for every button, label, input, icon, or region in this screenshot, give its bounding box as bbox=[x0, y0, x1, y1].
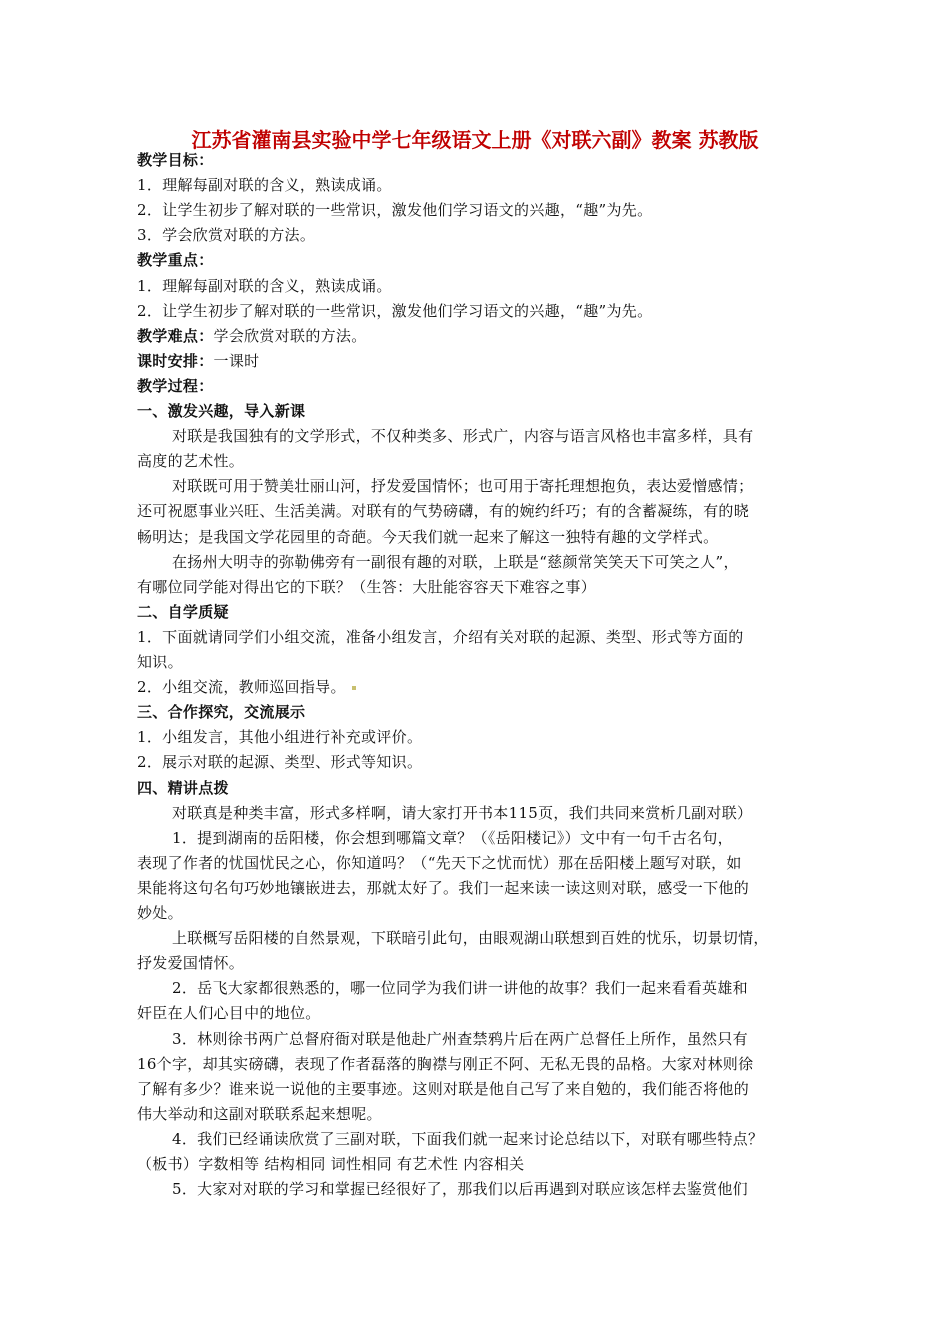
paragraph-line bbox=[137, 528, 718, 546]
paragraph-line bbox=[137, 1080, 749, 1098]
paragraph-line bbox=[172, 829, 733, 847]
section-heading bbox=[137, 251, 214, 269]
paragraph-line bbox=[137, 1055, 753, 1073]
mark-dot-icon bbox=[352, 686, 356, 690]
line-text: 表现了作者的忧国忧民之心，你知道吗？（“先天下之忧而忧）那在岳阳楼上题写对联，如 bbox=[137, 854, 742, 872]
paragraph-line bbox=[137, 1155, 524, 1173]
paragraph-line bbox=[172, 929, 769, 947]
paragraph-line bbox=[172, 477, 753, 495]
paragraph-line bbox=[172, 1130, 763, 1148]
line-text: 一课时 bbox=[213, 352, 260, 370]
line-text: 16个字，却其实磅礴，表现了作者磊落的胸襟与刚正不阿、无私无畏的品格。大家对林则徐 bbox=[137, 1055, 754, 1073]
paragraph-line bbox=[137, 452, 244, 470]
paragraph-line bbox=[137, 201, 652, 219]
line-text: 对联是我国独有的文学形式，不仅种类多、形式广，内容与语言风格也丰富多样，具有 bbox=[172, 427, 754, 445]
paragraph-line bbox=[137, 628, 744, 646]
paragraph-line bbox=[137, 302, 652, 320]
line-text: （板书）字数相等 结构相同 词性相同 有艺术性 内容相关 bbox=[137, 1155, 525, 1173]
paragraph-line bbox=[137, 1004, 321, 1022]
line-text: 3．学会欣赏对联的方法。 bbox=[137, 226, 316, 244]
heading-text: 二、自学质疑 bbox=[137, 603, 229, 621]
line-text: 学会欣赏对联的方法。 bbox=[213, 327, 367, 345]
line-text: 还可祝愿事业兴旺、生活美满。对联有的气势磅礴，有的婉约纤巧；有的含蓄凝练，有的晓 bbox=[137, 502, 750, 520]
paragraph-line bbox=[137, 502, 749, 520]
heading-text: 教学重点： bbox=[137, 251, 214, 269]
line-text: 2．让学生初步了解对联的一些常识，激发他们学习语文的兴趣，“趣”为先。 bbox=[137, 201, 653, 219]
section-heading bbox=[137, 779, 229, 797]
line-text: 2．让学生初步了解对联的一些常识，激发他们学习语文的兴趣，“趣”为先。 bbox=[137, 302, 653, 320]
line-text: 有哪位同学能对得出它的下联？（生答：大肚能容容天下难容之事） bbox=[137, 578, 597, 596]
line-label: 教学难点： bbox=[137, 327, 214, 345]
section-heading bbox=[137, 402, 305, 420]
paragraph-line bbox=[137, 277, 392, 295]
line-text: 1．理解每副对联的含义，熟读成诵。 bbox=[137, 176, 392, 194]
line-text: 妙处。 bbox=[137, 904, 183, 922]
section-heading bbox=[137, 377, 214, 395]
line-text: 果能将这句名句巧妙地镶嵌进去，那就太好了。我们一起来读一读这则对联，感受一下他的 bbox=[137, 879, 750, 897]
paragraph-line bbox=[137, 879, 749, 897]
line-text: 在扬州大明寺的弥勒佛旁有一副很有趣的对联，上联是“慈颜常笑笑天下可笑之人”， bbox=[172, 553, 739, 571]
paragraph-line bbox=[172, 979, 748, 997]
line-text: 1．理解每副对联的含义，熟读成诵。 bbox=[137, 277, 392, 295]
line-text: 1．提到湖南的岳阳楼，你会想到哪篇文章？（《岳阳楼记》）文中有一句千古名句， bbox=[172, 829, 733, 847]
paragraph-line bbox=[172, 1030, 748, 1048]
heading-text: 教学过程： bbox=[137, 377, 214, 395]
paragraph-line bbox=[137, 226, 315, 244]
line-text: 1．下面就请同学们小组交流，准备小组发言，介绍有关对联的起源、类型、形式等方面的 bbox=[137, 628, 744, 646]
paragraph-line bbox=[172, 804, 752, 822]
line-text: 2．展示对联的起源、类型、形式等知识。 bbox=[137, 753, 423, 771]
heading-text: 三、合作探究，交流展示 bbox=[137, 703, 306, 721]
paragraph-line bbox=[137, 854, 742, 872]
page-title: 江苏省灌南县实验中学七年级语文上册《对联六副》教案 苏教版 bbox=[191, 128, 759, 152]
heading-text: 教学目标： bbox=[137, 151, 214, 169]
line-text: 知识。 bbox=[137, 653, 183, 671]
line-text: 4．我们已经诵读欣赏了三副对联，下面我们就一起来讨论总结以下，对联有哪些特点？ bbox=[172, 1130, 764, 1148]
paragraph-line bbox=[137, 954, 244, 972]
paragraph-line bbox=[172, 553, 739, 571]
line-text: 畅明达；是我国文学花园里的奇葩。今天我们就一起来了解这一独特有趣的文学样式。 bbox=[137, 528, 719, 546]
paragraph-line bbox=[137, 678, 356, 696]
line-text: 高度的艺术性。 bbox=[137, 452, 245, 470]
paragraph-line bbox=[137, 578, 596, 596]
line-text: 伟大举动和这副对联联系起来想呢。 bbox=[137, 1105, 382, 1123]
line-text: 抒发爱国情怀。 bbox=[137, 954, 245, 972]
labeled-line bbox=[137, 352, 259, 370]
labeled-line bbox=[137, 327, 367, 345]
line-text: 奸臣在人们心目中的地位。 bbox=[137, 1004, 321, 1022]
section-heading bbox=[137, 151, 214, 169]
heading-text: 一、激发兴趣，导入新课 bbox=[137, 402, 306, 420]
paragraph-line bbox=[172, 427, 753, 445]
line-text: 上联概写岳阳楼的自然景观，下联暗引此句，由眼观湖山联想到百姓的忧乐，切景切情， bbox=[172, 929, 769, 947]
paragraph-line bbox=[137, 1105, 382, 1123]
line-text: 对联真是种类丰富，形式多样啊，请大家打开书本115页，我们共同来赏析几副对联） bbox=[172, 804, 753, 822]
line-text: 了解有多少？谁来说一说他的主要事迹。这则对联是他自己写了来自勉的，我们能否将他的 bbox=[137, 1080, 750, 1098]
line-text: 对联既可用于赞美壮丽山河，抒发爱国情怀；也可用于寄托理想抱负，表达爱憎感情； bbox=[172, 477, 754, 495]
section-heading bbox=[137, 703, 305, 721]
paragraph-line bbox=[137, 728, 422, 746]
section-heading bbox=[137, 603, 229, 621]
paragraph-line bbox=[137, 176, 392, 194]
paragraph-line bbox=[137, 653, 183, 671]
paragraph-line bbox=[137, 753, 422, 771]
line-text: 2．小组交流，教师巡回指导。 bbox=[137, 678, 346, 696]
line-label: 课时安排： bbox=[137, 352, 214, 370]
line-text: 1．小组发言，其他小组进行补充或评价。 bbox=[137, 728, 423, 746]
line-text: 3．林则徐书两广总督府衙对联是他赴广州查禁鸦片后在两广总督任上所作，虽然只有 bbox=[172, 1030, 748, 1048]
line-text: 2．岳飞大家都很熟悉的，哪一位同学为我们讲一讲他的故事？我们一起来看看英雄和 bbox=[172, 979, 748, 997]
paragraph-line bbox=[137, 904, 183, 922]
line-text: 5．大家对对联的学习和掌握已经很好了，那我们以后再遇到对联应该怎样去鉴赏他们 bbox=[172, 1180, 748, 1198]
heading-text: 四、精讲点拨 bbox=[137, 779, 229, 797]
paragraph-line bbox=[172, 1180, 748, 1198]
